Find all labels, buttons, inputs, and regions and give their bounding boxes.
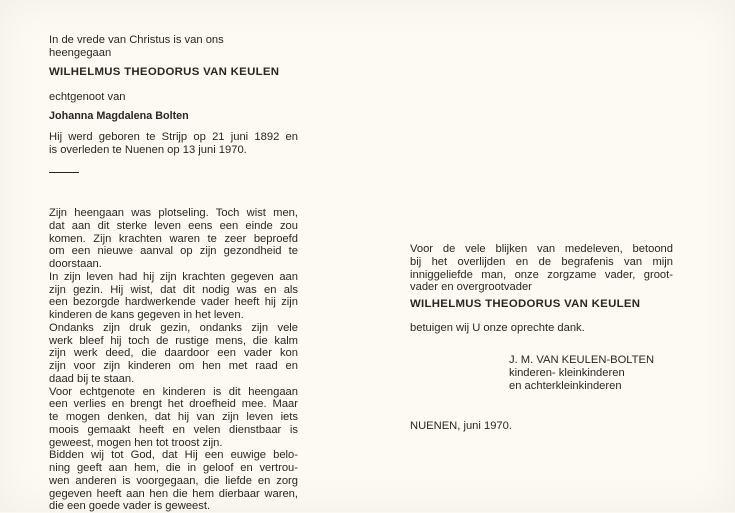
birth-line-2: is overleden te Nuenen op 13 juni 1970. [49,143,247,156]
text-line: komen. Zijn krachten waren te zeer beproefd [49,232,298,245]
spouse-name: Johanna Magdalena Bolten [49,110,189,122]
text-line: geweest, mogen hen tot troost zijn. [49,436,223,449]
text-line: ning geeft aan hem, die in geloof en vertrou- [49,462,298,474]
text-line: zijn voor zijn kinderen om hen met raad en [49,360,298,372]
text-line: kinderen de kans gegeven in het leven. [49,309,244,321]
text-line: Zijn heengaan was plotseling. Toch wist men, [49,207,298,219]
signatory-3: en achterkleinkinderen [509,380,622,392]
text-line: daad bij te staan. [49,372,135,385]
text-line: moois gemaakt heeft en velen dienstbaar is [49,423,298,436]
text-line: gegeven heeft aan hen die hem dierbaar waren, [49,487,298,500]
text-line: Bidden wij tot God, dat Hij een euwige belo- [49,449,298,462]
spouse-label: echtgenoot van [49,91,126,103]
birth-death-paragraph [49,131,298,157]
thanks-name: WILHELMUS THEODORUS VAN KEULEN [410,298,641,310]
signatory-2: kinderen- kleinkinderen [509,367,625,379]
text-line: wen anderen is voorgegaan, die liefde en zorg [49,474,298,487]
signatory-1: J. M. VAN KEULEN-BOLTEN [509,354,655,366]
text-line: zijn werk deed, die daardoor een vader kon [49,347,298,360]
text-line: te mogen denken, dat hij van zijn leven iets [49,411,298,423]
birth-line-1: Hij werd geboren te Strijp op 21 juni 1892 en [49,131,298,143]
text-line: een bezorgde hardwerkende vader heeft hij zijn [49,296,298,309]
intro-line-1: In de vrede van Christus is van ons [49,34,224,46]
text-line: zijn gezin. Hij wist, dat dit nodig was en als [49,283,298,296]
text-line: In zijn leven had hij zijn krachten gegeven aan [49,270,298,283]
text-line: dat aan dit sterke leven eens een einde zou [49,219,298,232]
text-line: Voor echtgenote en kinderen is dit heengaan [49,385,298,398]
text-line: een verlies en brengt het droefheid mee. Maar [49,398,298,411]
text-line: vader en overgrootvader [410,281,532,294]
text-line: die een goede vader is geweest. [49,500,211,513]
text-line: doorstaan. [49,258,102,270]
text-line: inniggeliefde man, onze zorgzame vader, groot- [410,268,673,281]
text-line: werk bleef hij toch de rustige mens, die kalm [49,334,298,347]
eulogy-paragraph [49,207,298,513]
divider-rule [49,172,79,173]
text-line: Ondanks zijn druk gezin, ondanks zijn vele [49,321,298,334]
gratitude-line: betuigen wij U onze oprechte dank. [410,322,585,334]
text-line: Voor de vele blijken van medeleven, betoond [410,243,673,255]
thanks-paragraph [410,243,673,294]
text-line: om een nieuwe aanval op zijn gezondheid te [49,245,298,258]
deceased-name: WILHELMUS THEODORUS VAN KEULEN [49,66,280,78]
intro-line-2: heengegaan [49,47,112,59]
text-line: bij het overlijden en de begrafenis van mijn [410,255,673,268]
place-date: NUENEN, juni 1970. [410,420,512,432]
